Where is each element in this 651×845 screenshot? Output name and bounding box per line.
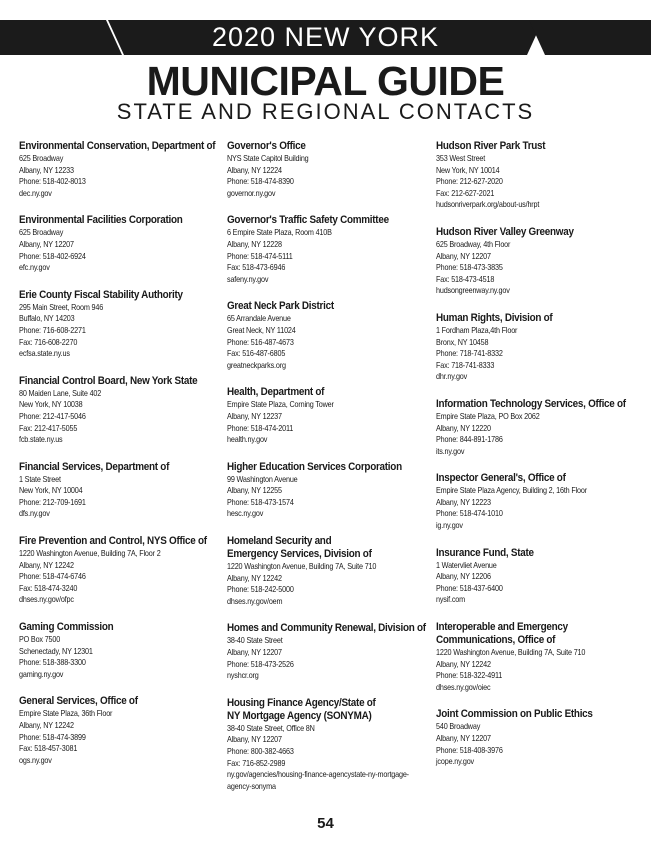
contact-detail-line: Fax: 212-627-2021 xyxy=(436,187,495,198)
contact-detail-line: Buffalo, NY 14203 xyxy=(19,313,75,324)
contact-detail-line: Empire State Plaza, Corning Tower xyxy=(227,399,334,410)
contact-detail-line: dfs.ny.gov xyxy=(19,508,50,519)
contact-entry xyxy=(19,214,224,273)
contact-entry xyxy=(19,375,224,446)
contacts-column-2 xyxy=(227,140,432,807)
contact-detail-line: dhses.ny.gov/oem xyxy=(227,595,283,606)
contacts-column-3 xyxy=(436,140,641,783)
contact-entry xyxy=(436,621,641,693)
contact-agency-name: Higher Education Services Corporation xyxy=(227,460,402,473)
contact-agency-name: Insurance Fund, State xyxy=(436,546,534,559)
contact-detail-line: agency-sonyma xyxy=(227,780,276,791)
contact-detail-line: Phone: 518-474-1010 xyxy=(436,508,503,519)
contact-agency-name: Financial Control Board, New York State xyxy=(19,374,198,387)
contact-detail-line: 99 Washington Avenue xyxy=(227,473,298,484)
contact-detail-line: Empire State Plaza, 36th Floor xyxy=(19,708,113,719)
contact-detail-line: Phone: 518-474-5111 xyxy=(227,250,293,261)
contact-detail-line: Phone: 518-473-1574 xyxy=(227,496,294,507)
contact-detail-line: Albany, NY 12224 xyxy=(227,164,282,175)
contact-detail-line: Albany, NY 12220 xyxy=(436,422,491,433)
contact-detail-line: dhr.ny.gov xyxy=(436,371,468,382)
contact-agency-name: NY Mortgage Agency (SONYMA) xyxy=(227,709,372,722)
contact-detail-line: Fax: 212-417-5055 xyxy=(19,422,78,433)
contact-detail-line: Albany, NY 12242 xyxy=(19,559,74,570)
contact-detail-line: Empire State Plaza, PO Box 2062 xyxy=(436,410,540,421)
contact-detail-line: 6 Empire State Plaza, Room 410B xyxy=(227,227,332,238)
contact-detail-line: Bronx, NY 10458 xyxy=(436,336,489,347)
contact-detail-line: 625 Broadway xyxy=(19,153,64,163)
contact-detail-line: Fax: 518-473-4518 xyxy=(436,273,495,284)
contact-detail-line: 625 Broadway, 4th Floor xyxy=(436,238,511,249)
contact-detail-line: 540 Broadway xyxy=(436,721,481,732)
contact-detail-line: Phone: 518-474-6746 xyxy=(19,571,86,582)
contact-agency-name: Fire Prevention and Control, NYS Office of xyxy=(19,535,207,548)
contact-detail-line: Phone: 516-487-4673 xyxy=(227,336,294,347)
contact-entry xyxy=(436,140,641,211)
contact-detail-line: Albany, NY 12242 xyxy=(436,658,491,669)
contact-entry xyxy=(19,289,224,360)
contact-agency-name: Governor's Office xyxy=(227,140,306,152)
contact-detail-line: Albany, NY 12255 xyxy=(227,485,282,496)
contact-detail-line: Fax: 718-741-8333 xyxy=(436,359,495,370)
contact-agency-name: Gaming Commission xyxy=(19,621,114,634)
contact-detail-line: fcb.state.ny.us xyxy=(19,434,63,445)
contact-detail-line: dec.ny.gov xyxy=(19,187,52,198)
contact-detail-line: hudsonriverpark.org/about-us/hrpt xyxy=(436,199,540,210)
contact-detail-line: greatneckparks.org xyxy=(227,359,286,370)
contact-detail-line: 1 State Street xyxy=(19,473,61,484)
contact-agency-name: Homes and Community Renewal, Division of xyxy=(227,622,426,635)
contact-agency-name: Homeland Security and xyxy=(227,535,332,548)
contact-detail-line: 353 West Street xyxy=(436,153,486,163)
contact-detail-line: Empire State Plaza Agency, Building 2, 16th Floor xyxy=(436,485,587,496)
contact-entry xyxy=(436,547,641,606)
contact-detail-line: Phone: 518-388-3300 xyxy=(19,657,86,668)
contact-entry xyxy=(19,461,224,520)
contact-agency-name: Inspector General's, Office of xyxy=(436,472,566,485)
contact-detail-line: 295 Main Street, Room 946 xyxy=(19,301,104,312)
contact-detail-line: Albany, NY 12242 xyxy=(19,720,74,730)
contact-agency-name: Human Rights, Division of xyxy=(436,311,553,324)
contact-detail-line: Albany, NY 12206 xyxy=(436,571,491,582)
contact-detail-line: Fax: 716-608-2270 xyxy=(19,336,78,347)
contact-detail-line: Fax: 716-852-2989 xyxy=(227,757,286,768)
contact-detail-line: Albany, NY 12237 xyxy=(227,410,282,421)
contact-agency-name: Great Neck Park District xyxy=(227,300,334,313)
contact-detail-line: dhses.ny.gov/ofpc xyxy=(19,594,74,605)
contact-detail-line: NYS State Capitol Building xyxy=(227,153,309,163)
contact-entry xyxy=(227,461,432,520)
contact-detail-line: dhses.ny.gov/oiec xyxy=(436,681,491,692)
contact-entry xyxy=(227,697,432,793)
contact-agency-name: Housing Finance Agency/State of xyxy=(227,696,376,709)
contact-agency-name: Hudson River Valley Greenway xyxy=(436,225,574,238)
contact-detail-line: 1220 Washington Avenue, Building 7A, Suite 710 xyxy=(436,647,586,658)
contact-detail-line: hesc.ny.gov xyxy=(227,508,264,519)
contact-detail-line: nysif.com xyxy=(436,594,465,605)
contact-detail-line: Phone: 518-474-2011 xyxy=(227,422,294,433)
contact-detail-line: ogs.ny.gov xyxy=(19,754,52,765)
page-subtitle: STATE AND REGIONAL CONTACTS xyxy=(116,99,535,124)
contact-detail-line: efc.ny.gov xyxy=(19,262,50,273)
contact-entry xyxy=(227,300,432,371)
contact-detail-line: Albany, NY 12207 xyxy=(227,647,282,658)
page-title: MUNICIPAL GUIDE xyxy=(146,58,505,104)
contact-entry xyxy=(436,398,641,457)
contact-agency-name: Environmental Conservation, Department of xyxy=(19,140,216,152)
contact-entry xyxy=(436,312,641,383)
contact-entry xyxy=(19,140,224,199)
contacts-column-1 xyxy=(19,140,224,781)
contact-detail-line: New York, NY 10004 xyxy=(19,485,83,496)
contact-agency-name: Communications, Office of xyxy=(436,634,556,647)
contact-detail-line: Phone: 518-408-3976 xyxy=(436,744,503,755)
contact-entry xyxy=(227,386,432,445)
contact-entry xyxy=(436,708,641,767)
contact-detail-line: Albany, NY 12207 xyxy=(436,250,491,261)
contact-detail-line: Phone: 800-382-4663 xyxy=(227,746,294,756)
contact-detail-line: Fax: 518-457-3081 xyxy=(19,743,78,754)
contact-detail-line: Phone: 518-402-8013 xyxy=(19,176,86,187)
contact-entry xyxy=(227,214,432,285)
contact-agency-name: Governor's Traffic Safety Committee xyxy=(227,214,389,227)
contact-detail-line: ig.ny.gov xyxy=(436,520,463,531)
contact-detail-line: safeny.ny.gov xyxy=(227,273,269,284)
contact-entry xyxy=(227,535,432,607)
contact-detail-line: 1220 Washington Avenue, Building 7A, Suite 710 xyxy=(227,561,377,572)
contact-detail-line: health.ny.gov xyxy=(227,434,268,445)
contact-detail-line: 1 Watervliet Avenue xyxy=(436,559,497,570)
contact-agency-name: General Services, Office of xyxy=(19,695,138,708)
contact-entry xyxy=(436,472,641,531)
contact-agency-name: Information Technology Services, Office of xyxy=(436,397,626,410)
contact-detail-line: 38-40 State Street, Office 8N xyxy=(227,722,315,733)
contact-detail-line: Phone: 844-891-1786 xyxy=(436,434,503,445)
contact-detail-line: Fax: 518-474-3240 xyxy=(19,582,78,593)
contact-agency-name: Financial Services, Department of xyxy=(19,460,170,473)
contact-detail-line: 625 Broadway xyxy=(19,227,64,238)
contact-detail-line: Albany, NY 12207 xyxy=(227,734,282,745)
contact-detail-line: Phone: 518-242-5000 xyxy=(227,584,294,595)
contact-detail-line: ecfsa.state.ny.us xyxy=(19,348,70,359)
contact-detail-line: Great Neck, NY 11024 xyxy=(227,324,296,335)
contact-agency-name: Interoperable and Emergency xyxy=(436,621,568,634)
contact-entry xyxy=(19,695,224,766)
contact-detail-line: Fax: 518-473-6946 xyxy=(227,262,286,273)
contact-detail-line: 1 Fordham Plaza,4th Floor xyxy=(436,324,518,335)
contact-detail-line: Schenectady, NY 12301 xyxy=(19,645,93,656)
contact-detail-line: Phone: 212-417-5046 xyxy=(19,410,86,421)
contact-detail-line: 80 Maiden Lane, Suite 402 xyxy=(19,387,102,398)
contact-detail-line: New York, NY 10038 xyxy=(19,399,83,410)
contact-detail-line: jcope.ny.gov xyxy=(436,756,474,767)
contact-entry xyxy=(436,226,641,297)
contact-detail-line: 38-40 State Street xyxy=(227,635,283,646)
contact-detail-line: PO Box 7500 xyxy=(19,634,61,645)
contact-detail-line: 1220 Washington Avenue, Building 7A, Floor 2 xyxy=(19,548,161,559)
contact-agency-name: Erie County Fiscal Stability Authority xyxy=(19,288,183,301)
banner-title: 2020 NEW YORK xyxy=(211,22,440,52)
contact-entry xyxy=(227,140,432,199)
contact-detail-line: nyshcr.org xyxy=(227,670,259,681)
contact-entry xyxy=(227,622,432,681)
contact-agency-name: Joint Commission on Public Ethics xyxy=(436,708,593,721)
contact-detail-line: Phone: 518-437-6400 xyxy=(436,582,503,593)
contact-detail-line: its.ny.gov xyxy=(436,445,465,456)
contact-agency-name: Hudson River Park Trust xyxy=(436,140,546,152)
contact-detail-line: Phone: 518-402-6924 xyxy=(19,250,86,261)
contact-agency-name: Emergency Services, Division of xyxy=(227,548,372,561)
contact-detail-line: Phone: 518-322-4911 xyxy=(436,670,503,681)
contact-detail-line: Phone: 518-474-8390 xyxy=(227,176,294,187)
contact-detail-line: Fax: 516-487-6805 xyxy=(227,348,286,359)
contact-detail-line: Phone: 716-608-2271 xyxy=(19,324,86,335)
contact-detail-line: Phone: 718-741-8332 xyxy=(436,348,503,359)
contact-agency-name: Environmental Facilities Corporation xyxy=(19,214,183,227)
contact-agency-name: Health, Department of xyxy=(227,386,325,399)
contact-detail-line: hudsongreenway.ny.gov xyxy=(436,285,510,296)
contact-entry xyxy=(19,535,224,606)
contact-detail-line: Albany, NY 12207 xyxy=(19,238,74,249)
contact-entry xyxy=(19,621,224,680)
contact-detail-line: governor.ny.gov xyxy=(227,187,276,198)
contact-detail-line: Albany, NY 12242 xyxy=(227,572,282,583)
contact-detail-line: gaming.ny.gov xyxy=(19,668,64,679)
contact-detail-line: Phone: 212-709-1691 xyxy=(19,496,86,507)
page-number: 54 xyxy=(317,815,334,832)
contact-detail-line: New York, NY 10014 xyxy=(436,164,500,175)
contact-detail-line: Albany, NY 12233 xyxy=(19,164,74,175)
contact-detail-line: Phone: 212-627-2020 xyxy=(436,176,503,187)
contact-detail-line: Phone: 518-474-3899 xyxy=(19,731,86,742)
contact-detail-line: Albany, NY 12223 xyxy=(436,496,491,507)
contact-detail-line: ny.gov/agencies/housing-finance-agencystate-ny-mortgage- xyxy=(227,769,409,780)
contact-detail-line: Phone: 518-473-3835 xyxy=(436,262,503,273)
contact-detail-line: 65 Arrandale Avenue xyxy=(227,313,291,324)
contact-detail-line: Albany, NY 12207 xyxy=(436,733,491,743)
contact-detail-line: Albany, NY 12228 xyxy=(227,238,282,249)
contact-detail-line: Phone: 518-473-2526 xyxy=(227,658,294,669)
